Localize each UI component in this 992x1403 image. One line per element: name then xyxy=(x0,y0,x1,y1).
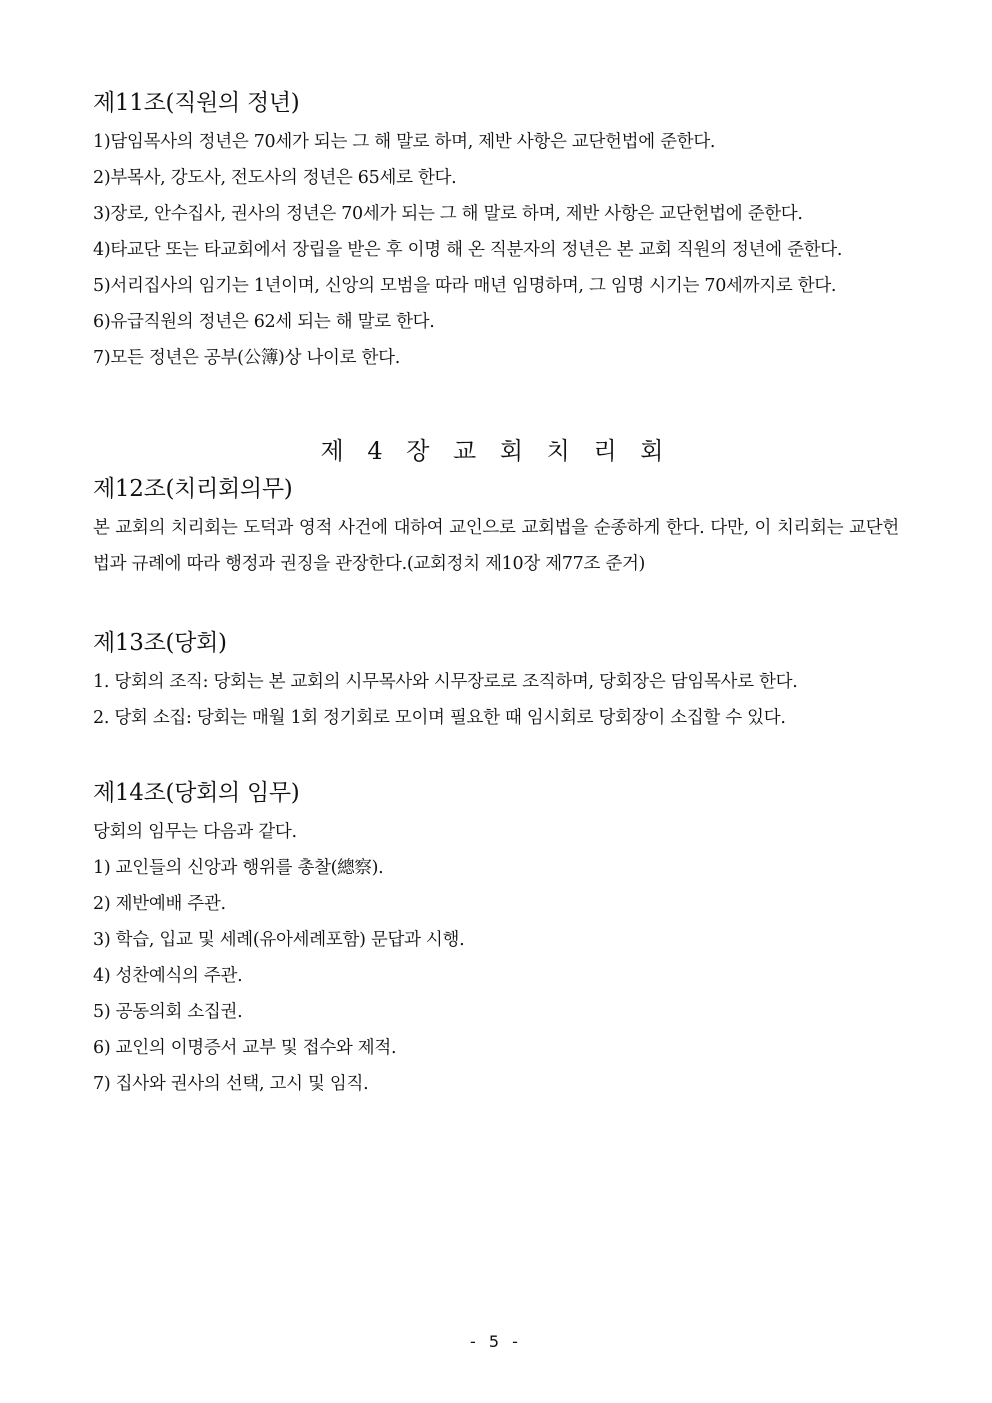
article-12-title: 제12조(치리회의무) xyxy=(93,476,293,502)
article-11-item: 1)담임목사의 정년은 70세가 되는 그 해 말로 하며, 제반 사항은 교단헌법에 준한다. xyxy=(93,132,716,152)
article-14-item: 6) 교인의 이명증서 교부 및 접수와 제적. xyxy=(93,1038,397,1058)
article-11 xyxy=(93,86,899,376)
article-13-item: 1. 당회의 조직: 당회는 본 교회의 시무목사와 시무장로로 조직하며, 당회장은 담임목사로 한다. xyxy=(93,672,798,692)
article-13-item: 2. 당회 소집: 당회는 매월 1회 정기회로 모이며 필요한 때 임시회로 당회장이 소집할 수 있다. xyxy=(93,708,786,728)
article-14-item: 2) 제반예배 주관. xyxy=(93,894,226,914)
article-13 xyxy=(93,626,899,736)
article-11-item: 6)유급직원의 정년은 62세 되는 해 말로 한다. xyxy=(93,312,435,332)
article-14-item: 4) 성찬예식의 주관. xyxy=(93,966,243,986)
article-14-item: 7) 집사와 권사의 선택, 고시 및 임직. xyxy=(93,1074,369,1094)
article-11-title: 제11조(직원의 정년) xyxy=(93,90,300,116)
article-13-title: 제13조(당회) xyxy=(93,630,227,656)
article-11-item: 2)부목사, 강도사, 전도사의 정년은 65세로 한다. xyxy=(93,168,457,188)
article-12-body: 본 교회의 치리회는 도덕과 영적 사건에 대하여 교인으로 교회법을 순종하게 한다. 다만, 이 치리회는 교단헌법과 규례에 따라 행정과 권징을 관장한다.(교회정치 제10장 제77조 준거) xyxy=(93,518,899,574)
article-11-item: 3)장로, 안수집사, 권사의 정년은 70세가 되는 그 해 말로 하며, 제반 사항은 교단헌법에 준한다. xyxy=(93,204,803,224)
article-14-item: 5) 공동의회 소집권. xyxy=(93,1002,243,1022)
chapter-4-heading: 제 4 장 교 회 치 리 회 xyxy=(320,437,672,465)
spacer xyxy=(93,736,899,776)
article-11-item: 5)서리집사의 임기는 1년이며, 신앙의 모범을 따라 매년 임명하며, 그 임명 시기는 70세까지로 한다. xyxy=(93,276,837,296)
article-14-item: 1) 교인들의 신앙과 행위를 총찰(總察). xyxy=(93,858,384,878)
article-11-item: 7)모든 정년은 공부(公簿)상 나이로 한다. xyxy=(93,348,400,368)
article-14-intro: 당회의 임무는 다음과 같다. xyxy=(93,822,297,842)
page-content xyxy=(93,86,899,1102)
article-14 xyxy=(93,776,899,1102)
article-12 xyxy=(93,472,899,582)
article-14-item: 3) 학습, 입교 및 세례(유아세례포함) 문답과 시행. xyxy=(93,930,465,950)
spacer xyxy=(93,376,899,434)
article-14-title: 제14조(당회의 임무) xyxy=(93,780,300,806)
page-number: - 5 - xyxy=(470,1332,522,1351)
spacer xyxy=(93,582,899,626)
article-11-item: 4)타교단 또는 타교회에서 장립을 받은 후 이명 해 온 직분자의 정년은 본 교회 직원의 정년에 준한다. xyxy=(93,240,843,260)
